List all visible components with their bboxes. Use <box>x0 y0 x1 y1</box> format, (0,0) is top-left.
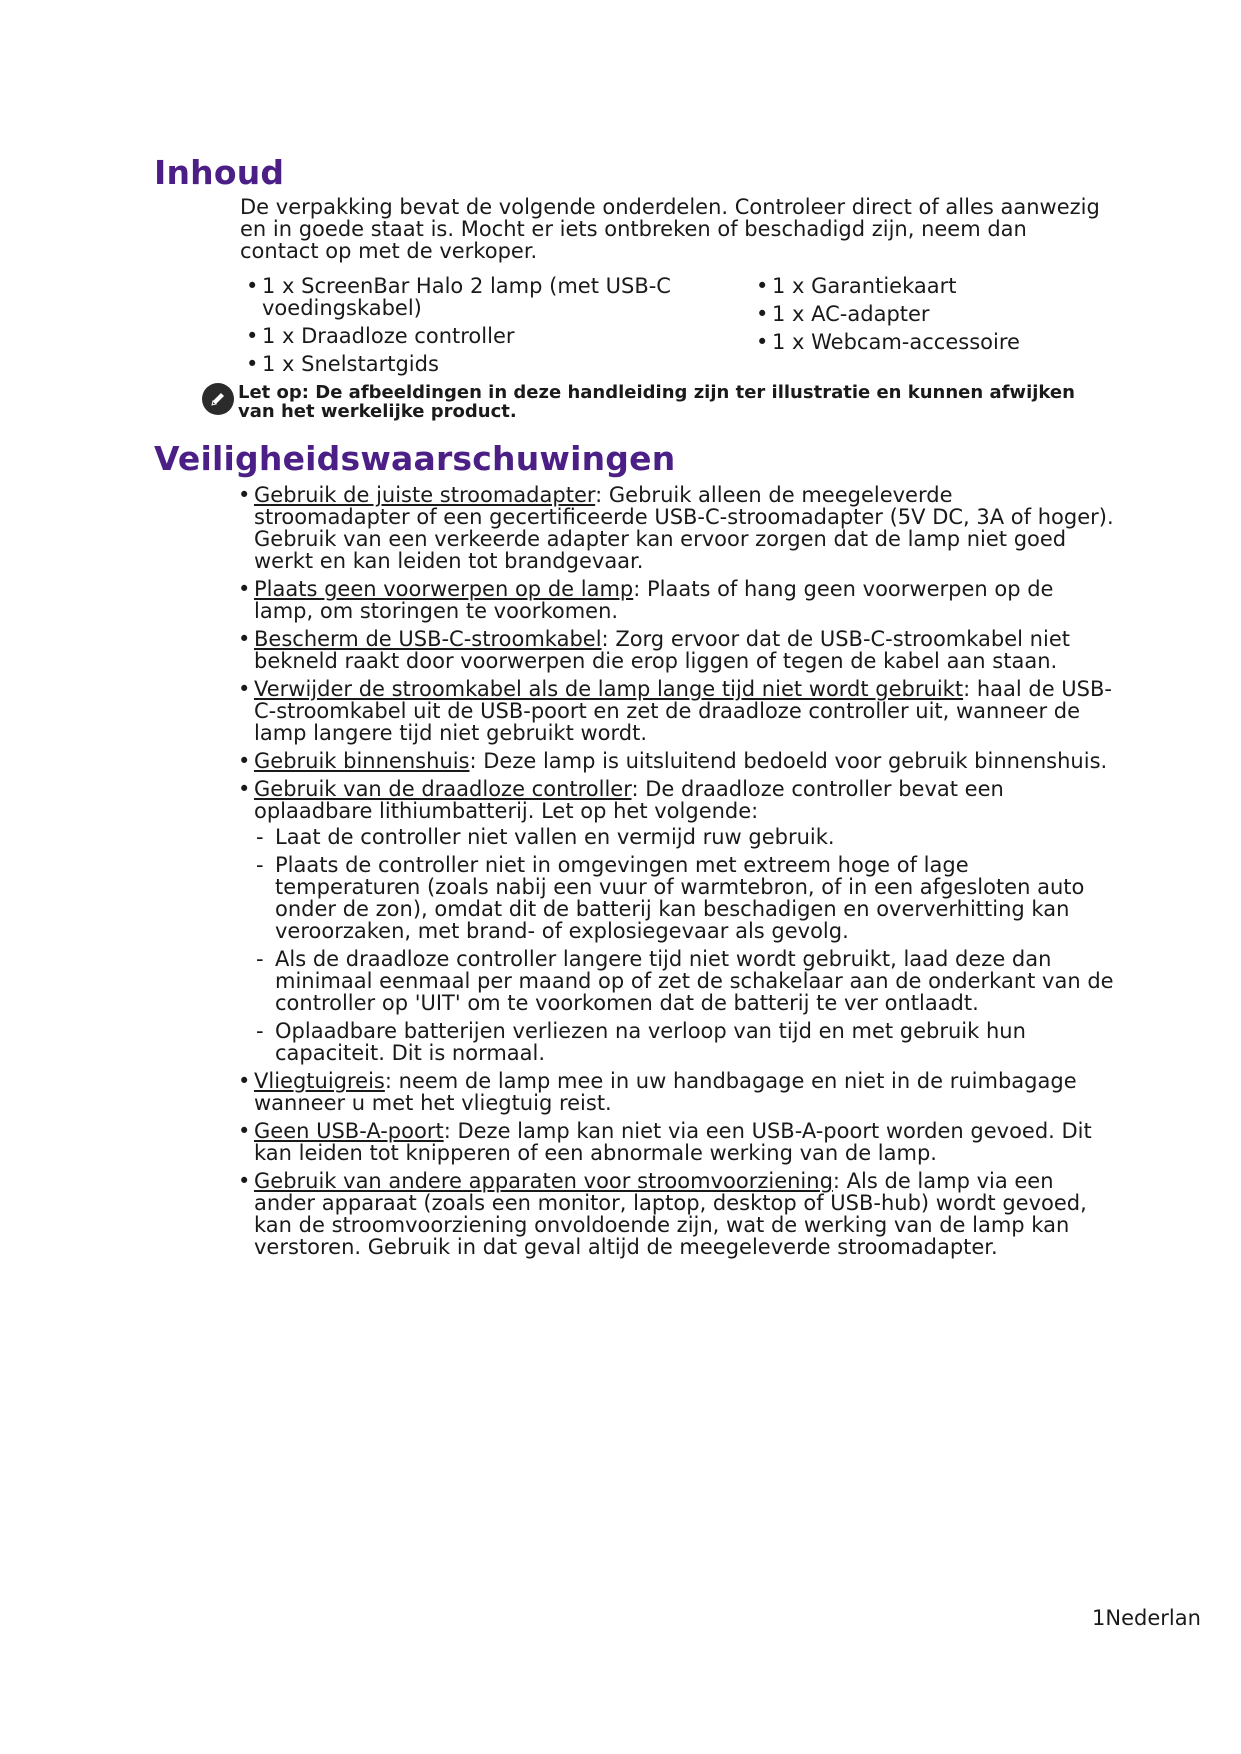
warning-item <box>238 628 1114 672</box>
list-item: • 1 x AC-adapter <box>752 303 1132 325</box>
warning-separator: : <box>832 1169 847 1193</box>
list-item: • 1 x ScreenBar Halo 2 lamp (met USB-C voedingskabel) <box>242 275 712 319</box>
warning-separator: : <box>384 1069 399 1093</box>
warning-label: Plaats geen voorwerpen op de lamp <box>254 577 634 601</box>
list-item: • 1 x Webcam-accessoire <box>752 331 1132 353</box>
warning-item <box>238 778 1114 1064</box>
list-item: • 1 x Snelstartgids <box>242 353 712 375</box>
warning-label: Gebruik van de draadloze controller <box>254 777 632 801</box>
warning-text: Deze lamp is uitsluitend bedoeld voor gebruik binnenshuis. <box>483 749 1108 773</box>
warning-separator: : <box>595 483 609 507</box>
warning-label: Bescherm de USB-C-stroomkabel <box>254 627 602 651</box>
controller-sublist <box>254 826 1114 1064</box>
illustration-note <box>202 383 1102 421</box>
warning-separator: : <box>631 777 646 801</box>
warning-text: Deze lamp kan niet via een USB-A-poort worden gevoed. Dit kan leiden tot knipperen of een abnormale werking van de lamp. <box>254 1119 1092 1165</box>
warning-label: Gebruik de juiste stroomadapter <box>254 483 596 507</box>
sub-list-item: - Laat de controller niet vallen en vermijd ruw gebruik. <box>254 826 1114 848</box>
warning-label: Gebruik binnenshuis <box>254 749 470 773</box>
warning-item <box>238 678 1114 744</box>
footer-language: Nederlan <box>1105 1606 1201 1630</box>
warning-label: Verwijder de stroomkabel als de lamp lange tijd niet wordt gebruikt <box>254 677 964 701</box>
warning-item <box>238 1120 1114 1164</box>
warning-text: De draadloze controller bevat een oplaadbare lithiumbatterij. Let op het volgende: <box>254 777 1004 823</box>
warning-text: Zorg ervoor dat de USB-C-stroomkabel niet bekneld raakt door voorwerpen die erop liggen of tegen de kabel aan staan. <box>254 627 1070 673</box>
section-title-safety: Veiligheidswaarschuwingen <box>154 439 676 478</box>
list-item: • 1 x Draadloze controller <box>242 325 712 347</box>
warning-separator: : <box>443 1119 458 1143</box>
page-footer <box>1092 1606 1201 1630</box>
inhoud-intro: De verpakking bevat de volgende onderdelen. Controleer direct of alles aanwezig en in goede staat is. Mocht er iets ontbreken of beschadigd zijn, neem dan contact op met de verkoper. <box>240 195 1100 263</box>
warning-item <box>238 750 1114 772</box>
sub-list-item: - Plaats de controller niet in omgevingen met extreem hoge of lage temperaturen (zoals nabij een vuur of warmtebron, of in een afgesloten auto onder de zon), omdat dit de batterij kan beschadigen en oververhitting kan veroorzaken, met brand- of explosiegevaar als gevolg. <box>254 854 1114 942</box>
warning-label: Geen USB-A-poort <box>254 1119 444 1143</box>
warning-label: Gebruik van andere apparaten voor stroomvoorziening <box>254 1169 833 1193</box>
warning-item <box>238 484 1114 572</box>
contents-list-left <box>242 275 712 381</box>
sub-list-item: - Oplaadbare batterijen verliezen na verloop van tijd en met gebruik hun capaciteit. Dit is normaal. <box>254 1020 1114 1064</box>
pencil-icon <box>202 383 234 415</box>
list-item: • 1 x Garantiekaart <box>752 275 1132 297</box>
warning-text: Gebruik alleen de meegeleverde stroomadapter of een gecertificeerde USB-C-stroomadapter (5V DC, 3A of hoger). Gebruik van een verkeerde adapter kan ervoor zorgen dat de lamp niet goed werkt en kan leiden tot brandgevaar. <box>254 483 1114 573</box>
section-title-inhoud: Inhoud <box>154 153 285 192</box>
warning-separator: : <box>633 577 647 601</box>
note-text: Let op: De afbeeldingen in deze handleiding zijn ter illustratie en kunnen afwijken van het werkelijke product. <box>238 382 1075 422</box>
warning-separator: : <box>469 749 484 773</box>
contents-list-right <box>752 275 1132 359</box>
warning-item <box>238 578 1114 622</box>
warning-text: Als de lamp via een ander apparaat (zoals een monitor, laptop, desktop of USB-hub) wordt gevoed, kan de stroomvoorziening onvoldoende zijn, wat de werking van de lamp kan verstoren. Gebruik in dat geval altijd de meegeleverde stroomadapter. <box>254 1169 1087 1259</box>
sub-list-item: - Als de draadloze controller langere tijd niet wordt gebruikt, laad deze dan minimaal eenmaal per maand op of zet de schakelaar aan de onderkant van de controller op 'UIT' om te voorkomen dat de batterij te ver ontlaadt. <box>254 948 1114 1014</box>
warning-separator: : <box>601 627 616 651</box>
safety-warnings-list <box>238 484 1114 1264</box>
warning-label: Vliegtuigreis <box>254 1069 385 1093</box>
warning-text: Plaats of hang geen voorwerpen op de lamp, om storingen te voorkomen. <box>254 577 1054 623</box>
warning-item <box>238 1170 1114 1258</box>
warning-item <box>238 1070 1114 1114</box>
page-number: 1 <box>1092 1606 1106 1630</box>
warning-text: haal de USB-C-stroomkabel uit de USB-poort en zet de draadloze controller uit, wanneer de lamp langere tijd niet gebruikt wordt. <box>254 677 1112 745</box>
warning-text: neem de lamp mee in uw handbagage en niet in de ruimbagage wanneer u met het vliegtuig reist. <box>254 1069 1077 1115</box>
warning-separator: : <box>963 677 977 701</box>
